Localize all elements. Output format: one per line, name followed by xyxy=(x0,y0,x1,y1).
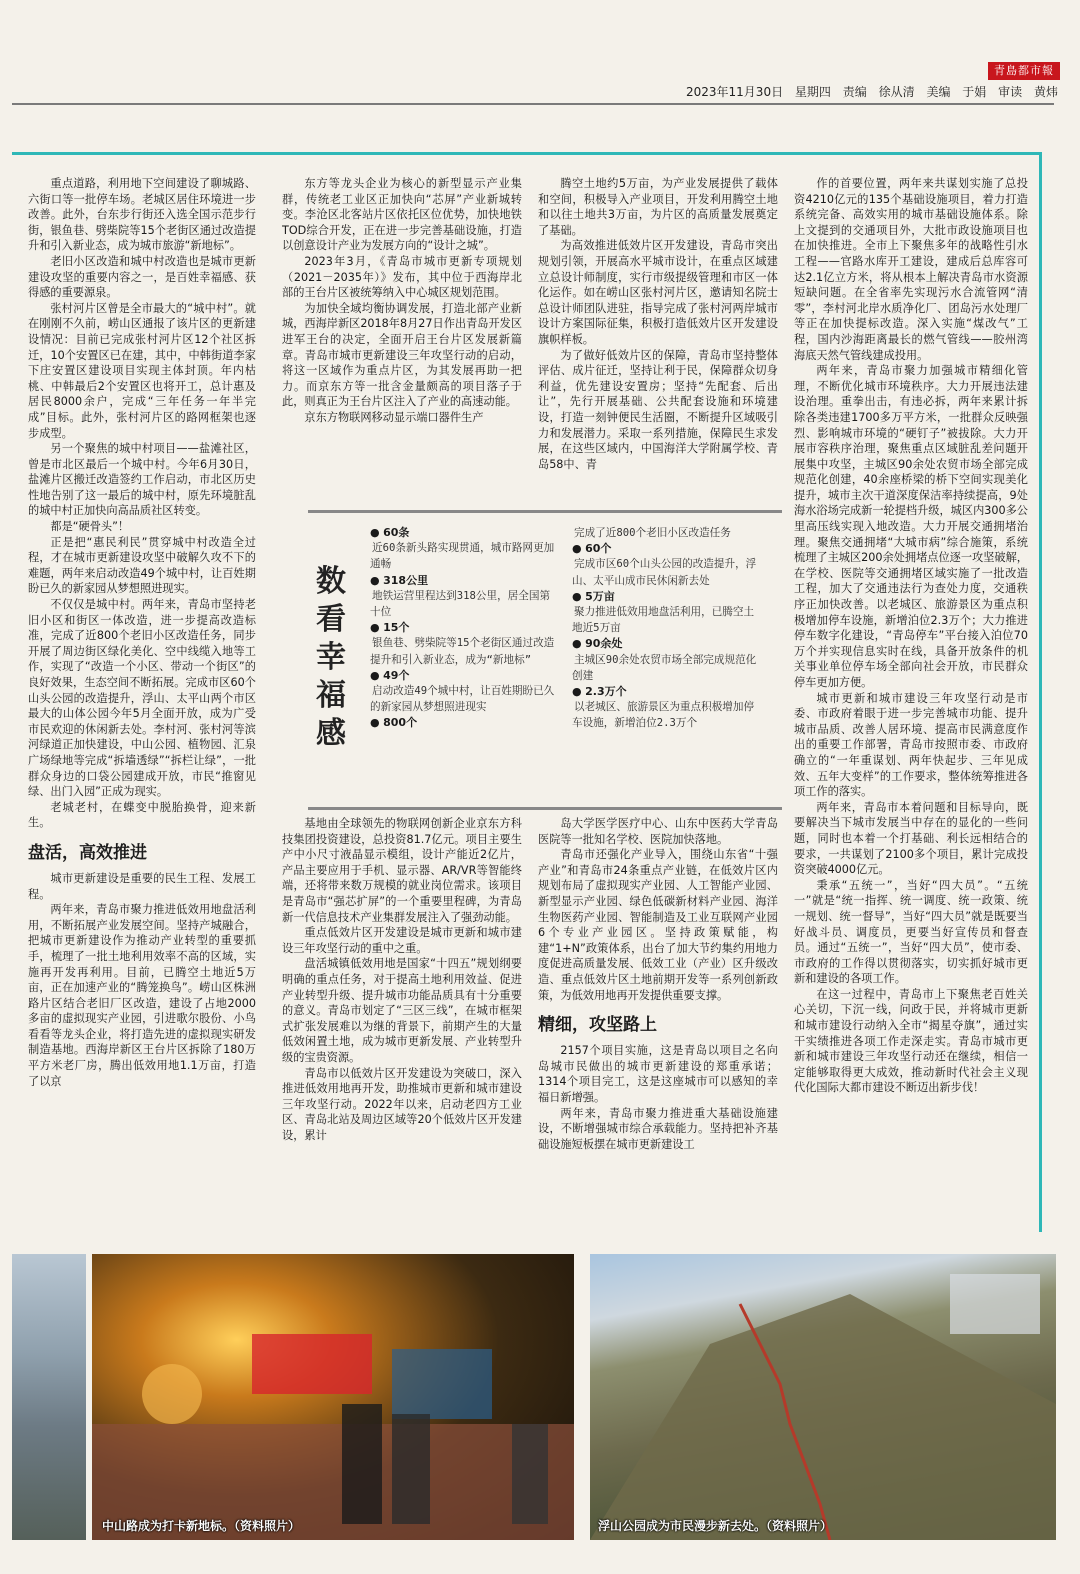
credit-label: 美编 xyxy=(926,85,951,99)
issue-weekday: 星期四 xyxy=(794,85,831,99)
paragraph: 盘活城镇低效用地是国家“十四五”规划纲要明确的重点任务，对于提高土地利用效益、促进产业转型升级、提升城市功能品质具有十分重要的意义。青岛市划定了“三区三线”，在城市框架式扩张发展难以为继的背景下，前期产生的大量低效闲置土地，成为城市更新发展、产业转型升级的宝贵资源。 xyxy=(282,957,522,1064)
paragraph: 作的首要位置，两年来共谋划实施了总投资4210亿元的135个基础设施项目，着力打造系统完备、高效实用的城市基础设施体系。除上文提到的交通项目外，大批市政设施项目也在加快推进。全市上下聚焦多年的战略性引水工程——官路水库开工建设，建成后总库容可达2.1亿立方米，将从根本上解决青岛市水资源短缺问题。在全省率先实现污水合流管网“清零”，李村河北岸水质净化厂、团岛污水处理厂等正在加快提标改造。深入实施“煤改气”工程，国内沙海距离最长的燃气管线——胶州湾海底天然气管线建成投用。 xyxy=(794,177,1028,362)
section-heading: 盘活，高效推进 xyxy=(28,842,147,863)
article-column-2-bottom xyxy=(282,816,522,1250)
paragraph: 两年来，青岛市聚力加强城市精细化管理，不断优化城市环境秩序。大力开展违法建设治理。重拳出击，有违必拆，两年来累计拆除各类违建1700多万平方米，一批群众反映强烈、影响城市环境的“硬钉子”被拔除。大力开展市容秩序治理，聚焦重点区域脏乱差问题开展集中攻坚，主城区90余处农贸市场全部完成规范化创建，40余座桥梁的桥下空间实现美化提升，城市主次干道深度保洁率持续提高，9处海水浴场完成新一轮提档升级，城区内300多公里高压线实现入地改造。大力开展交通拥堵治理。聚焦交通拥堵“大城市病”综合施策，系统梳理了主城区200余处拥堵点位逐一攻坚破解，在学校、医院等交通拥堵区域实施了一批改造工程，加大了交通违法行为查处力度，交通秩序正加快改善。以老城区、旅游景区为重点积极增加停车设施，新增泊位2.3万个；大力推进停车数字化建设，“青岛停车”平台接入泊位70万个并实现信息实时在线，具备开放条件的机关事业单位停车场全部向社会开放，市民群众停车更加方便。 xyxy=(794,364,1028,689)
credit-label: 审读 xyxy=(998,85,1023,99)
fact-box-title: 数看幸福感 xyxy=(316,564,346,751)
article-column-3-top xyxy=(538,176,778,500)
paragraph: 青岛市以低效片区开发建设为突破口，深入推进低效用地再开发，助推城市更新和城市建设三年攻坚行动。2022年以来，启动老四方工业区、青岛北站及周边区域等20个低效片区开发建设，累计 xyxy=(282,1066,522,1142)
paragraph: 都是“硬骨头”！ xyxy=(50,520,130,534)
paragraph: 岛大学医学医疗中心、山东中医药大学青岛医院等一批知名学校、医院加快落地。 xyxy=(538,817,778,846)
paragraph: 京东方物联网移动显示端口器件生产 xyxy=(304,410,484,424)
section-heading: 精细，攻坚路上 xyxy=(538,1015,657,1036)
dateline xyxy=(678,83,1058,100)
paragraph: 东方等龙头企业为核心的新型显示产业集群，传统老工业区正加快向“芯屏”产业新城转变。李沧区北客站片区依托区位优势，加快地铁TOD综合开发，正在进一步完善基础设施，打造以创意设计产业为发展方向的“设计之城”。 xyxy=(282,177,522,253)
paragraph: 老旧小区改造和城中村改造也是城市更新建设攻坚的重要内容之一，是百姓幸福感、获得感的重要源泉。 xyxy=(28,254,256,300)
paragraph: 张村河片区曾是全市最大的“城中村”。就在刚刚不久前，崂山区通报了该片区的更新建设情况：目前已完成张村河片区12个社区拆迁，10个安置区已在建，其中，中韩街道李家下庄安置区建设项目实现主体封顶。年内枯桃、中韩最后2个安置区也将开工，总计惠及居民8000余户，完成“三年任务一年半完成”目标。此外，张村河片区的路网框架也逐步成型。 xyxy=(28,301,256,440)
newspaper-logo: 青島都市報 xyxy=(988,62,1060,80)
paragraph: 两年来，青岛市聚力推进重大基础设施建设，不断增强城市综合承载能力。坚持把补齐基础设施短板摆在城市更新建设工 xyxy=(538,1106,778,1151)
photo-caption: 中山路成为打卡新地标。（资料照片） xyxy=(102,1519,301,1533)
fact-item: 完成了近800个老旧小区改造任务 xyxy=(574,527,731,539)
paragraph: 2023年3月，《青岛市城市更新专项规划（2021－2035年）》发布，其中位于西海岸北部的王台片区被统筹纳入中心城区规划范围。 xyxy=(282,254,522,300)
fact-box xyxy=(308,510,782,810)
paragraph: 秉承“五统一”，当好“四大员”。“五统一”就是“统一指挥、统一调度、统一政策、统一规划、统一督导”，当好“四大员”就是既要当好战斗员、调度员，更要当好宣传员和督查员。通过“五统一”，当好“四大员”，使市委、市政府的工作得以贯彻落实，切实抓好城市更新和建设的各项工作。 xyxy=(794,878,1028,986)
paragraph: 在这一过程中，青岛市上下聚焦老百姓关心关切，下沉一线，问政于民，并将城市更新和城市建设行动纳入全市“揭星夺旗”，通过实干实绩推进各项工作走深走实。青岛市城市更新和城市建设三年攻坚行动还在继续，相信一定能够取得更大成效，推动新时代社会主义现代化国际大都市建设不断迈出新步伐！ xyxy=(794,987,1028,1095)
mountain-scene-illustration xyxy=(590,1254,1056,1540)
article-column-1 xyxy=(28,176,256,1250)
paragraph: 青岛市还强化产业导入，围绕山东省“十强产业”和青岛市24条重点产业链，在低效片区内规划布局了虚拟现实产业园、人工智能产业园、新型显示产业园、绿色低碳新材料产业园、海洋生物医药产业园、智能制造及工业互联网产业园6个专业产业园区。坚持政策赋能，构建“1+N”政策体系，出台了加大节约集约用地力度促进高质量发展、低效工业（产业）区升级改造、重点低效片区土地前期开发等一系列创新政策，为低效用地再开发提供重要支撑。 xyxy=(538,848,778,1002)
paragraph: 为了做好低效片区的保障，青岛市坚持整体评估、成片征迁，坚持让利于民，保障群众切身利益，优先建设安置房；坚持“先配套、后出让”，先行开展基础、公共配套设施和环境建设，打造一刻钟便民生活圈，不断提升区域吸引力和发展潜力。采取一系列措施，保障民生求发展，在这些区域内，中国海洋大学附属学校、青岛58中、青 xyxy=(538,348,778,471)
masthead xyxy=(0,0,1080,106)
paragraph: 正是把“惠民利民”贯穿城中村改造全过程，才在城市更新建设攻坚中破解久攻不下的难题，两年来启动改造49个城中村，让百姓期盼已久的新家园从梦想照进现实。 xyxy=(28,535,256,596)
street-scene-illustration xyxy=(92,1254,574,1540)
paragraph: 城市更新建设是重要的民生工程、发展工程。 xyxy=(28,871,256,901)
paragraph: 不仅仅是城中村。两年来，青岛市坚持老旧小区和街区一体改造，进一步提高改造标准，完成了近800个老旧小区改造任务，同步开展了周边街区绿化美化、空中线缆入地等工作，实现了“改造一个小区、带动一个街区”的良好效果，生态空间不断拓展。完成市区60个山头公园的改造提升，浮山、太平山两个市区最大的山体公园今年5月全面开放，成为广受市民欢迎的休闲新去处。李村河、张村河等滨河绿道正加快建设，中山公园、植物园、汇泉广场绿地等完成“拆墙透绿”“拆栏让绿”，一批群众身边的口袋公园建成开放，市民“推窗见绿、出门入园”正成为现实。 xyxy=(28,598,256,799)
paragraph: 老城老村，在蝶变中脱胎换骨，迎来新生。 xyxy=(28,800,256,830)
header-rule xyxy=(12,103,1054,105)
paragraph: 为加快全域均衡协调发展，打造北部产业新城，西海岸新区2018年8月27日作出青岛开发区进军王台的决定，全面开启王台片区发展新篇章。青岛市城市更新建设三年攻坚行动的启动，将这一区域作为重点片区，为其发展再助一把力。而京东方等一批含金量颇高的项目落子于此，则真正为王台片区注入了产业的高速动能。 xyxy=(282,301,522,409)
fact-item: ● 60条 近60条新头路实现贯通，城市路网更加通畅 xyxy=(370,526,555,571)
paragraph: 为高效推进低效片区开发建设，青岛市突出规划引领，开展高水平城市设计，在重点区域建立总设计师制度，实行市级提级管理和市区一体化运作。如在崂山区张村河片区，邀请知名院士总设计师团队进驻，指导完成了张村河两岸城市设计方案国际征集，积极打造低效片区开发建设旗帜样板。 xyxy=(538,239,778,346)
article-column-2-top xyxy=(282,176,522,500)
fact-list-left xyxy=(370,525,560,731)
fact-item: ● 2.3万个 以老城区、旅游景区为重点积极增加停车设施，新增泊位2.3万个 xyxy=(572,685,755,730)
fact-list-right xyxy=(572,525,762,732)
fact-item: ● 90余处 主城区90余处农贸市场全部完成规范化创建 xyxy=(572,637,757,682)
fushan-park-photo xyxy=(590,1254,1056,1540)
credit-name: 于娟 xyxy=(962,85,987,99)
fact-item: ● 800个 xyxy=(370,716,418,730)
fact-item: ● 15个 银鱼巷、劈柴院等15个老街区通过改造提升和引入新业态，成为“新地标” xyxy=(370,621,555,666)
article-column-4 xyxy=(794,176,1028,1250)
issue-date: 2023年11月30日 xyxy=(686,85,784,99)
paragraph: 两年来，青岛市聚力推进低效用地盘活利用，不断拓展产业发展空间。坚持产城融合，把城市更新建设作为推动产业转型的重要抓手，梳理了一批土地利用效率不高的区域，实施再开发再利用。目前，已腾空土地近5万亩，正在加速产业的“腾笼换鸟”。崂山区株洲路片区结合老旧厂区改造，建设了占地2000多亩的虚拟现实产业园，引进歌尔股份、小鸟看看等龙头企业，将打造先进的虚拟现实研发制造基地。西海岸新区王台片区拆除了180万平方米老厂房，腾出低效用地1.1万亩，打造了以京 xyxy=(28,903,256,1088)
paragraph: 基地由全球领先的物联网创新企业京东方科技集团投资建设，总投资81.7亿元。项目主要生产中小尺寸液晶显示模组，设计产能近2亿片，产品主要应用于手机、显示器、AR/VR等智能终端，还将带来数万规模的就业岗位需求。该项目是青岛市“强芯扩屏”的一个重要里程碑，为青岛新一代信息技术产业集群发展注入了强劲动能。 xyxy=(282,817,522,924)
article-column-3-bottom xyxy=(538,816,778,1250)
paragraph: 重点低效片区开发建设是城市更新和城市建设三年攻坚行动的重中之重。 xyxy=(282,926,522,955)
zhongshan-road-photo xyxy=(92,1254,574,1540)
paragraph: 两年来，青岛市本着问题和目标导向，既要解决当下城市发展当中存在的显化的一些问题，同时也本着一个打基础、利长远相结合的要求，一共谋划了2100多个项目，累计完成投资突破4000亿元。 xyxy=(794,800,1028,877)
credit-name: 徐从清 xyxy=(878,85,915,99)
paragraph: 腾空土地约5万亩，为产业发展提供了载体和空间，积极导入产业项目，开发利用腾空土地和以往土地共3万亩，为片区的高质量发展奠定了基础。 xyxy=(538,177,778,237)
fact-item: ● 5万亩 聚力推进低效用地盘活利用，已腾空土地近5万亩 xyxy=(572,589,755,635)
fact-item: ● 60个 完成市区60个山头公园的改造提升，浮山、太平山成市民休闲新去处 xyxy=(572,542,757,587)
fact-item: ● 49个 启动改造49个城中村，让百姓期盼已久的新家园从梦想照进现实 xyxy=(370,668,555,714)
paragraph: 另一个聚焦的城中村项目——盐滩社区，曾是市北区最后一个城中村。今年6月30日，盐滩片区搬迁改造签约工作启动，市北区历史性地告别了这一最后的城中村，原先环境脏乱的城中村正加快向高品质社区转变。 xyxy=(28,442,256,518)
credit-label: 责编 xyxy=(842,85,867,99)
fact-item: ● 318公里 地铁运营里程达到318公里，居全国第十位 xyxy=(370,573,551,619)
paragraph: 重点道路，利用地下空间建设了聊城路、六街口等一批停车场。老城区居住环境进一步改善。此外，台东步行街还入选全国示范步行街，银鱼巷、劈柴院等15个老街区通过改造提升和引入新业态，成为城市旅游“新地标”。 xyxy=(28,177,256,253)
credit-name: 黄炜 xyxy=(1033,85,1058,99)
paragraph: 城市更新和城市建设三年攻坚行动是市委、市政府着眼于进一步完善城市功能、提升城市品质、改善人居环境、提高市民满意度作出的重要工作部署，青岛市按照市委、市政府确立的“一年重谋划、两年快起步、三年见成效、五年大变样”的工作要求，整体统筹推进各项工作的落实。 xyxy=(794,691,1028,799)
paragraph: 2157个项目实施，这是青岛以项目之名向岛城市民做出的城市更新建设的郑重承诺；1314个项目完工，这是这座城市可以感知的幸福日新增强。 xyxy=(538,1044,778,1104)
photo-caption: 浮山公园成为市民漫步新去处。（资料照片） xyxy=(598,1519,833,1533)
city-skyline-photo xyxy=(12,1254,86,1540)
